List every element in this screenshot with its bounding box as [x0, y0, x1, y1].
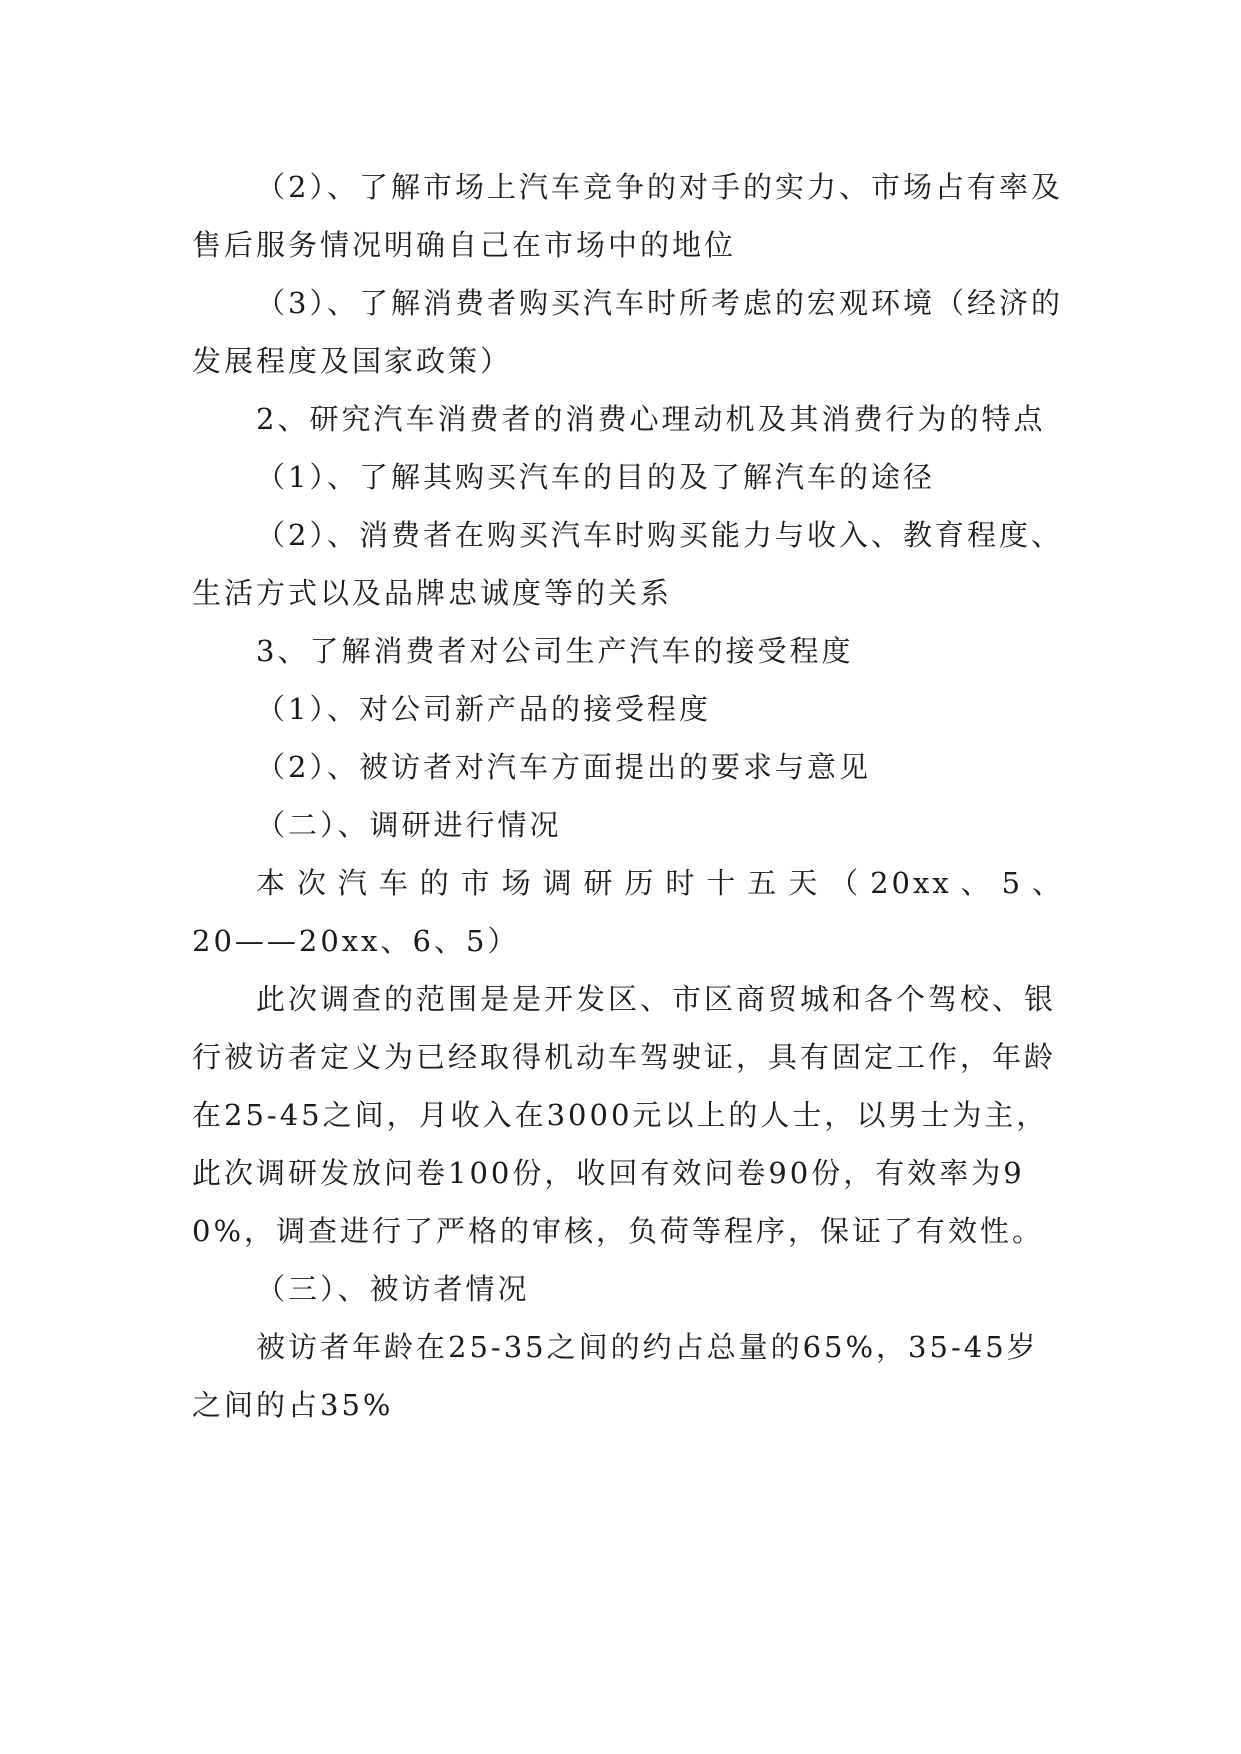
paragraph: （1）、了解其购买汽车的目的及了解汽车的途径 — [256, 460, 935, 494]
paragraph: （1）、对公司新产品的接受程度 — [256, 692, 711, 726]
paragraph: （2）、消费者在购买汽车时购买能力与收入、教育程度、生活方式以及品牌忠诚度等的关系 — [192, 518, 1063, 610]
section-heading: 3、了解消费者对公司生产汽车的接受程度 — [256, 634, 854, 668]
paragraph: （2）、被访者对汽车方面提出的要求与意见 — [256, 750, 871, 784]
paragraph: （2）、了解市场上汽车竞争的对手的实力、市场占有率及售后服务情况明确自己在市场中的地位 — [192, 170, 1063, 262]
paragraph: 本次汽车的市场调研历时十五天（20xx、5、 — [256, 866, 1064, 900]
paragraph: 此次调查的范围是是开发区、市区商贸城和各个驾校、银行被访者定义为已经取得机动车驾驶证，具有固定工作，年龄在25-45之间，月收入在3000元以上的人士，以男士为主，此次调研发放问卷100份，收回有效问卷90份，有效率为90%，调查进行了严格的审核，负荷等程序，保证了有效性。 — [192, 982, 1057, 1248]
paragraph: 被访者年龄在25-35之间的约占总量的65%，35-45岁之间的占35% — [192, 1330, 1039, 1422]
document-body — [192, 158, 1064, 1434]
paragraph: （3）、了解消费者购买汽车时所考虑的宏观环境（经济的发展程度及国家政策） — [192, 286, 1063, 378]
section-heading: 2、研究汽车消费者的消费心理动机及其消费行为的特点 — [256, 402, 1046, 436]
paragraph: 20——20xx、6、5） — [192, 924, 520, 958]
section-heading: （三）、被访者情况 — [256, 1272, 530, 1306]
section-heading: （二）、调研进行情况 — [256, 808, 562, 842]
